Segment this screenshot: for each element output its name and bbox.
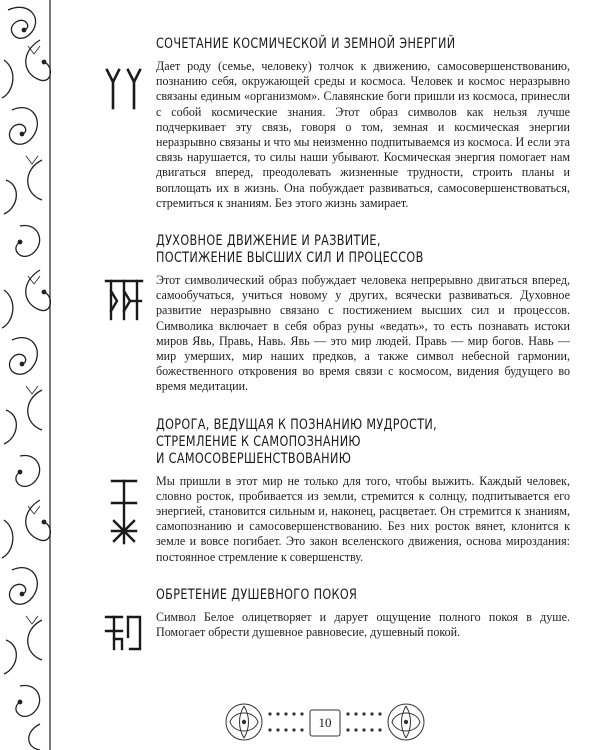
section-heading: ОБРЕТЕНИЕ ДУШЕВНОГО ПОКОЯ xyxy=(156,586,358,603)
rune-hook-pair-icon xyxy=(104,609,144,655)
section-body: Дает роду (семье, человеку) толчок к движению, самосовершенствованию, познанию себя, окружающей среды и космоса. Человек и космос неразрывно связаны единым «организмом». Славянские боги пришли из космоса, принесли с собой космические знания. Этот образ символов как нельзя лучше подчеркивает эту связь, говоря о том, земная и космическая энергии неразрывно связаны и что мы неизменно подпитываемся из космоса. И если эта связь нарушается, то силы наши убывают. Космическая энергия помогает нам двигаться вперед, преодолевать жизненные трудности, строить планы и воплощать их в жизнь. Она побуждает развиваться, самосовершенствоваться, стремиться к знаниям. Без этого жизнь замирает. xyxy=(156,59,570,210)
ornamental-footer-icon xyxy=(210,700,440,744)
rune-double-fork-icon xyxy=(104,66,144,112)
section-cosmic-earth-energy xyxy=(104,36,570,211)
section-spiritual-development xyxy=(104,233,570,395)
section-heading-line-2: СТРЕМЛЕНИЕ К САМОПОЗНАНИЮ xyxy=(156,433,361,450)
rune-box-cross-icon xyxy=(104,277,144,323)
section-path-to-wisdom xyxy=(104,417,570,565)
page-number: 10 xyxy=(318,715,332,730)
section-heading-line-1: ДОРОГА, ВЕДУЩАЯ К ПОЗНАНИЮ МУДРОСТИ, xyxy=(156,416,438,433)
rune-stacked-cross-icon xyxy=(104,477,144,547)
section-body: Символ Белое олицетворяет и дарует ощущение полного покоя в душе. Помогает обрести душевное равновесие, душевный покой. xyxy=(156,609,570,640)
floral-ornament-border-icon xyxy=(0,0,58,750)
page-content xyxy=(104,36,570,640)
section-body: Мы пришли в этот мир не только для того, чтобы выжить. Каждый человек, словно росток, пробивается из земли, стремится к солнцу, подпитывается его энергией, становится сильным и, наконец, расцветает. Он стремится к знаниям, самопознанию и самосовершенствованию. Без них росток вянет, клонится к земле и вовсе погибает. Это закон вселенского движения, основа мироздания: постоянное стремление к совершенству. xyxy=(156,473,570,564)
section-inner-peace xyxy=(104,587,570,640)
section-heading-line-2: ПОСТИЖЕНИЕ ВЫСШИХ СИЛ И ПРОЦЕССОВ xyxy=(156,250,424,267)
section-body: Этот символический образ побуждает человека непрерывно двигаться вперед, самообучаться, учиться новому у других, всячески развиваться. Духовное развитие неразрывно связано с постижением высших сил и процессов. Символика включает в себя образ руны «ведать», то есть познавать истоки миров Явь, Правь, Навь. Явь — это мир людей. Правь — мир богов. Навь — мир умерших, мир наших предков, а также символ небесной гармонии, божественного откровения во время связи с космосом, видения будущего во время медитации. xyxy=(156,273,570,394)
section-heading-line-3: И САМОСОВЕРШЕНСТВОВАНИЮ xyxy=(156,450,352,467)
section-heading: СОЧЕТАНИЕ КОСМИЧЕСКОЙ И ЗЕМНОЙ ЭНЕРГИЙ xyxy=(156,36,456,52)
section-heading-line-1: ДУХОВНОЕ ДВИЖЕНИЕ И РАЗВИТИЕ, xyxy=(156,233,381,250)
